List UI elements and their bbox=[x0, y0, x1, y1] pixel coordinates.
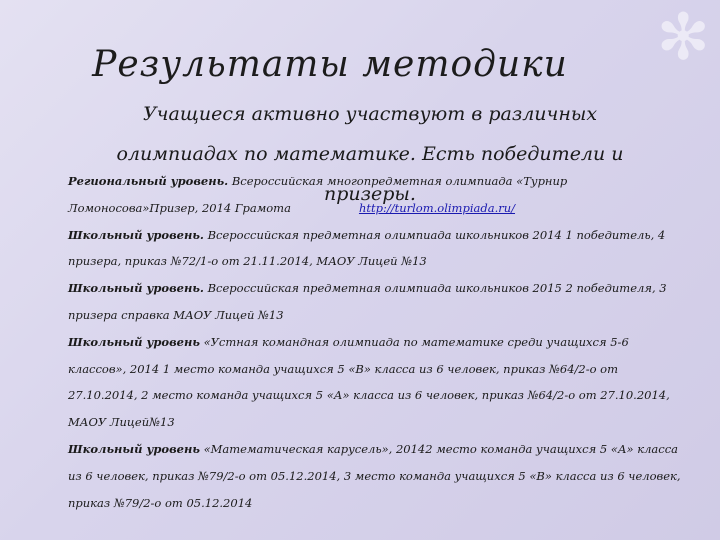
entry-level: Школьный уровень bbox=[68, 441, 200, 456]
entry-level: Школьный уровень. bbox=[68, 227, 204, 242]
asterisk-decoration-icon: ✻ bbox=[656, 1, 710, 75]
olympiad-link[interactable]: http://turlom.olimpiada.ru/ bbox=[358, 200, 516, 215]
results-list bbox=[68, 168, 688, 516]
entry-level: Школьный уровень. bbox=[68, 281, 204, 296]
result-entry-3 bbox=[68, 275, 688, 329]
entry-text: Всероссийская предметная олимпиада школьников 2015 2 победителя, 3 призера справка МАОУ Лицей №13 bbox=[68, 281, 667, 322]
entry-level: Школьный уровень bbox=[68, 334, 200, 349]
result-entry-1 bbox=[68, 168, 688, 222]
result-entry-4 bbox=[68, 329, 688, 436]
entry-text: Всероссийская предметная олимпиада школьников 2014 1 победитель, 4 призера, приказ №72/1-о от 21.11.2014, МАОУ Лицей №13 bbox=[68, 227, 666, 269]
result-entry-5 bbox=[68, 436, 688, 516]
slide-subtitle: Учащиеся активно участвуют в различных олимпиадах по математике. Есть победители и призеры. bbox=[116, 103, 624, 205]
entry-level: Региональный уровень. bbox=[68, 174, 229, 188]
slide-title: Результаты методики bbox=[92, 44, 568, 85]
entry-text: «Математическая карусель», 20142 место команда учащихся 5 «А» класса из 6 человек, приказ №79/2-о от 05.12.2014, 3 место команда учащихся 5 «В» класса из 6 человек, приказ №79/2-о от 05.12.2014 bbox=[68, 441, 681, 510]
entry-text: Всероссийская многопредметная олимпиада «Турнир Ломоносова»Призер, 2014 Грамота bbox=[68, 174, 568, 215]
entry-text: «Устная командная олимпиада по математике среди учащихся 5-6 классов», 2014 1 место команда учащихся 5 «В» класса из 6 человек, приказ №64/2-о от 27.10.2014, 2 место команда учащихся 5 «А» класса из 6 человек, приказ №64/2-о от 27.10.2014, МАОУ Лицей№13 bbox=[68, 334, 670, 430]
result-entry-2 bbox=[68, 222, 688, 276]
